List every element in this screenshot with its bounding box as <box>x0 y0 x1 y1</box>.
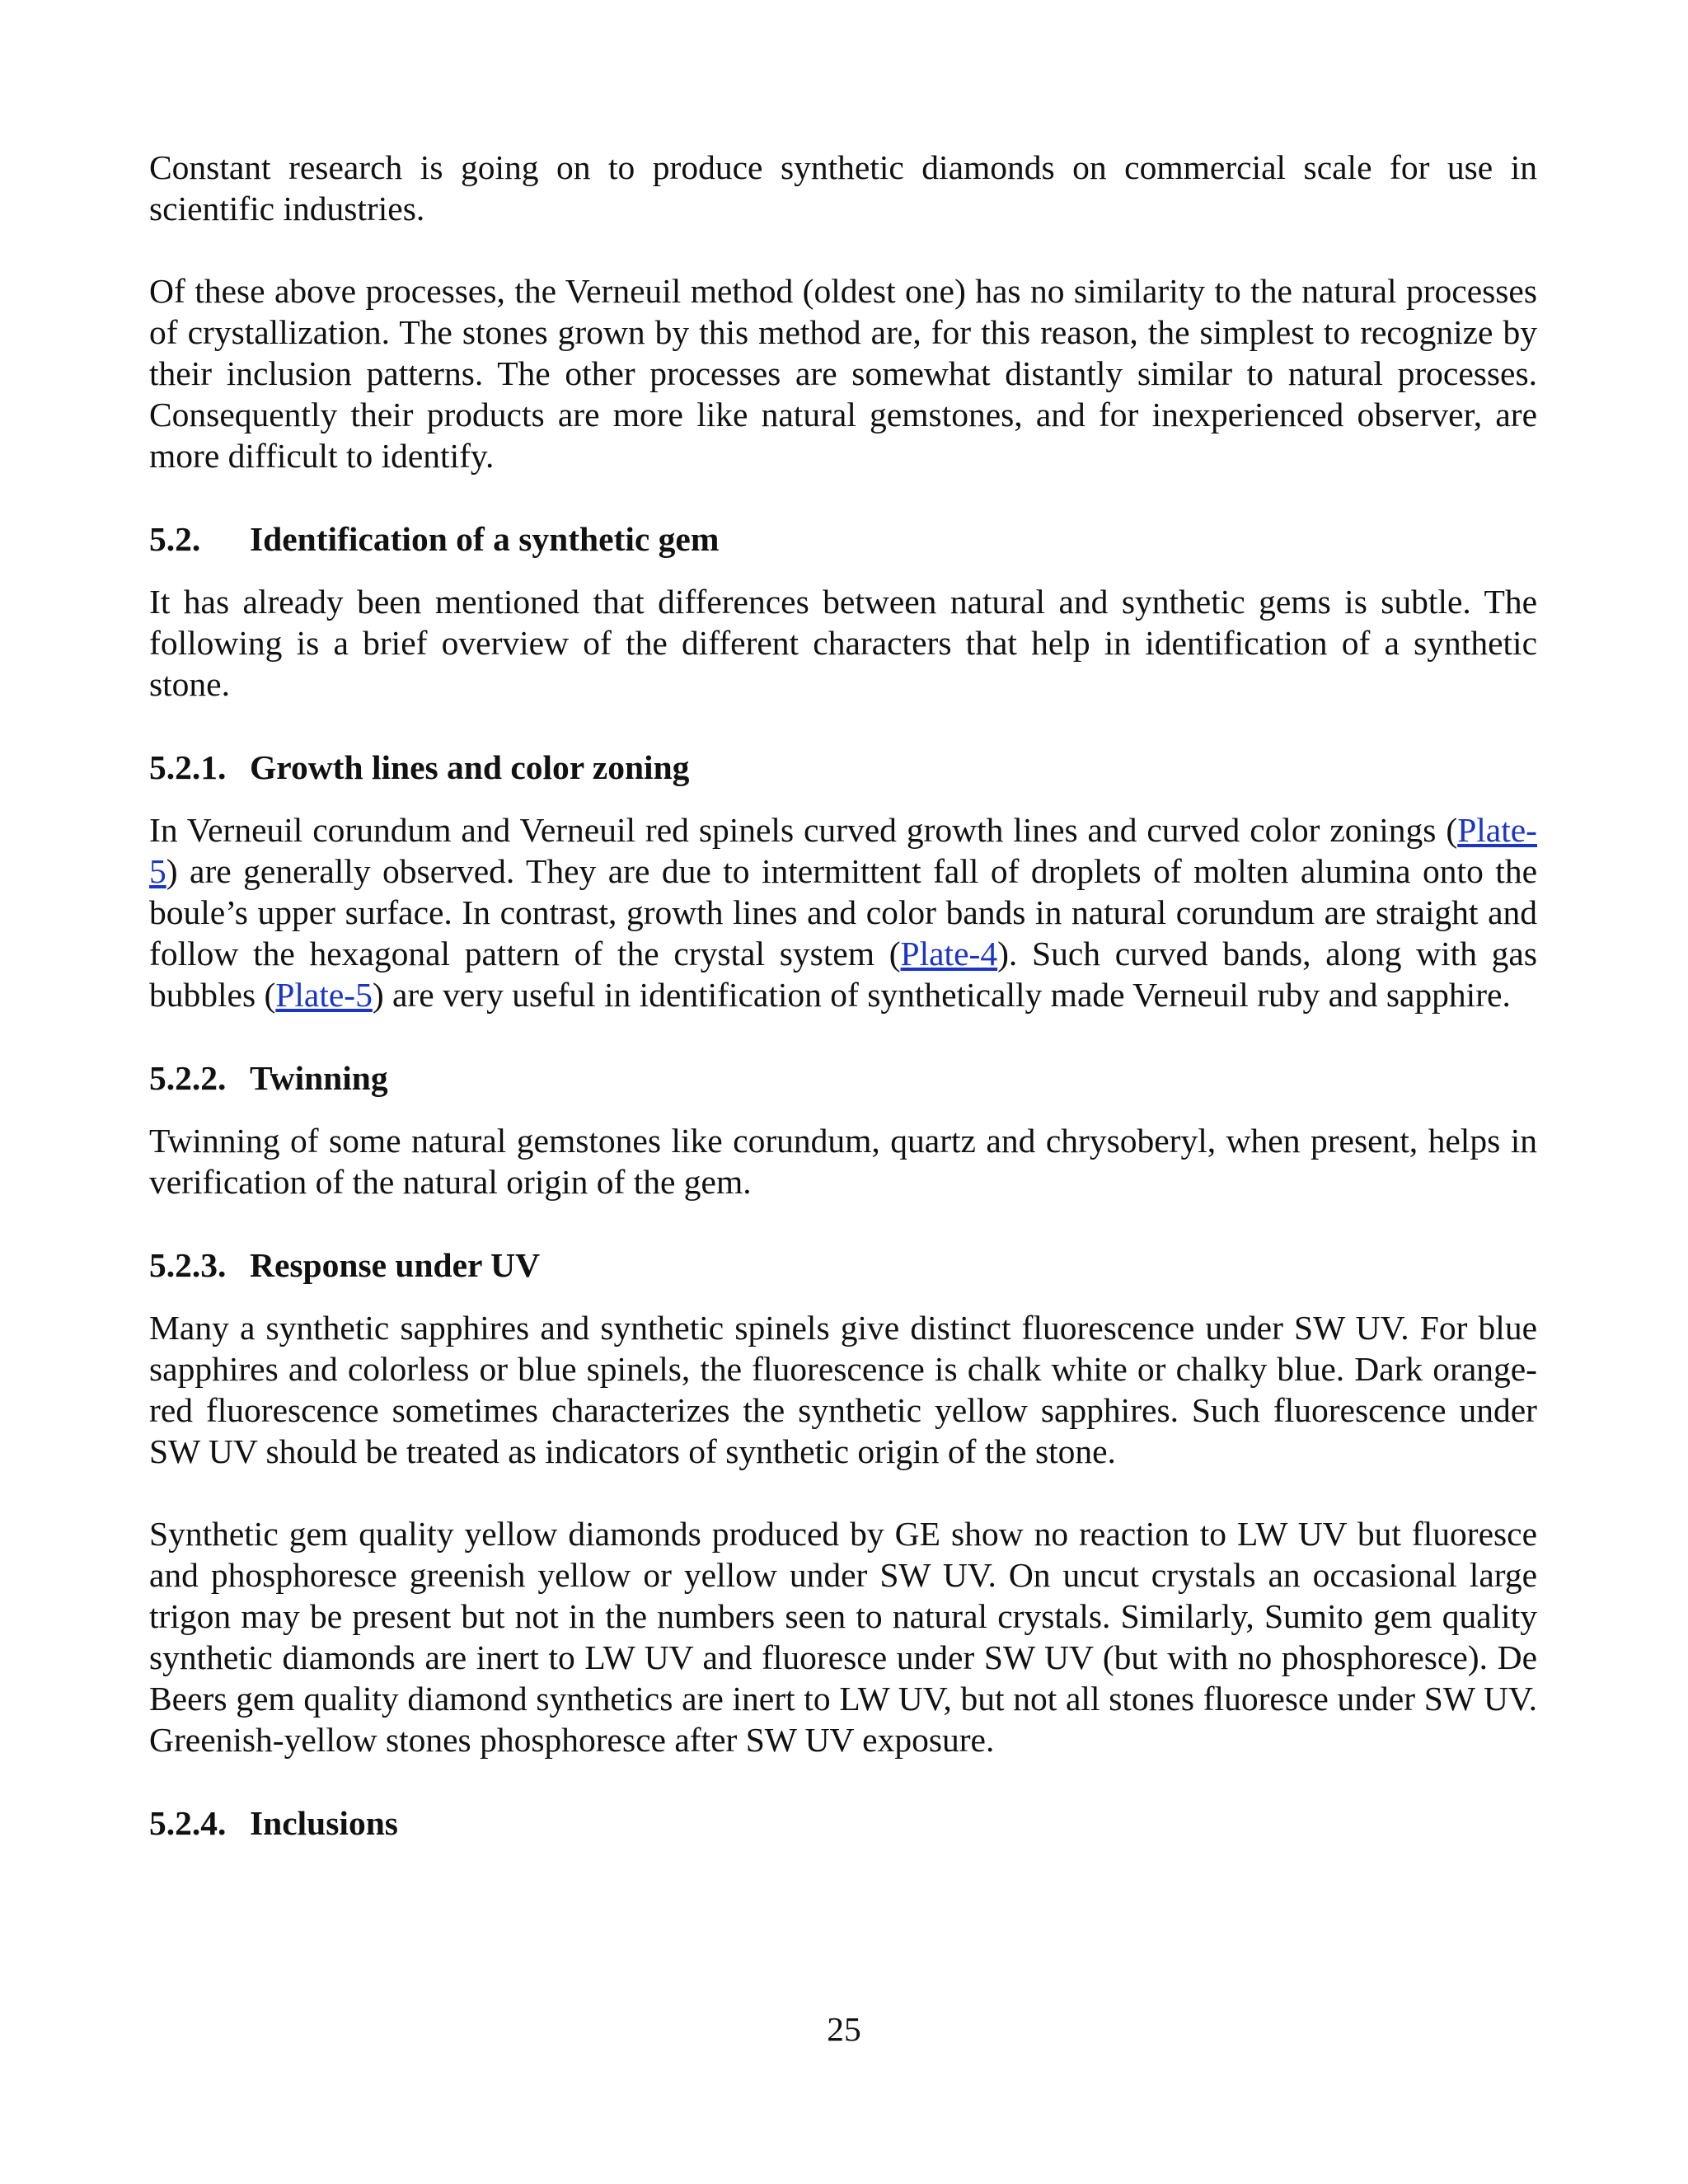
text-run: ). Such curved bands, along with gas bubbles ( <box>149 935 1537 1014</box>
section-number: 5.2.3. <box>149 1246 227 1284</box>
section-heading-5-2-3 <box>149 1244 1537 1286</box>
page-content <box>149 147 1537 1844</box>
paragraph-twinning: Twinning of some natural gemstones like corundum, quartz and chrysoberyl, when present, helps in verification of the natural origin of the gem. <box>149 1122 1537 1201</box>
section-title: Identification of a synthetic gem <box>250 520 720 558</box>
section-title: Inclusions <box>250 1804 398 1842</box>
section-heading-5-2-2 <box>149 1057 1537 1099</box>
plate-4-link[interactable]: Plate-4 <box>900 935 998 972</box>
page-number: 25 <box>827 2010 861 2048</box>
plate-5-link[interactable]: Plate-5 <box>275 976 373 1014</box>
section-number: 5.2. <box>149 520 201 558</box>
section-title: Response under UV <box>250 1246 541 1284</box>
section-number: 5.2.1. <box>149 748 227 786</box>
paragraph-uv-response: Many a synthetic sapphires and synthetic spinels give distinct fluorescence under SW UV. For blue sapphires and colorless or blue spinels, the fluorescence is chalk white or chalky blue. Dark orange-red fluorescence sometimes characterizes the synthetic yellow sapphires. Such fluorescence under SW UV should be treated as indicators of synthetic origin of the stone. <box>149 1309 1537 1470</box>
section-heading-5-2-4 <box>149 1802 1537 1844</box>
text-run: ) are very useful in identification of synthetically made Verneuil ruby and sapphire. <box>372 976 1511 1014</box>
paragraph-processes: Of these above processes, the Verneuil method (oldest one) has no similarity to the natural processes of crystallization. The stones grown by this method are, for this reason, the simplest to recognize by their inclusion patterns. The other processes are somewhat distantly similar to natural processes. Consequently their products are more like natural gemstones, and for inexperienced observer, are more difficult to identify. <box>149 272 1537 475</box>
plate-5-link[interactable]: Plate-5 <box>149 811 1537 890</box>
section-heading-5-2 <box>149 518 1537 560</box>
section-number: 5.2.4. <box>149 1804 227 1842</box>
text-run: ) are generally observed. They are due to intermittent fall of droplets of molten alumina onto the boule’s upper surface. In contrast, growth lines and color bands in natural corundum are straight and follow the hexagonal pattern of the crystal system ( <box>149 852 1537 972</box>
section-title: Growth lines and color zoning <box>250 748 690 786</box>
text-run: In Verneuil corundum and Verneuil red spinels curved growth lines and curved color zonings ( <box>149 811 1458 849</box>
paragraph-intro: Constant research is going on to produce synthetic diamonds on commercial scale for use in scientific industries. <box>149 148 1537 227</box>
paragraph-synthetic-diamonds: Synthetic gem quality yellow diamonds produced by GE show no reaction to LW UV but fluoresce and phosphoresce greenish yellow or yellow under SW UV. On uncut crystals an occasional large trigon may be present but not in the numbers seen to natural crystals. Similarly, Sumito gem quality synthetic diamonds are inert to LW UV and fluoresce under SW UV (but with no phosphoresce). De Beers gem quality diamond synthetics are inert to LW UV, but not all stones fluoresce under SW UV. Greenish-yellow stones phosphoresce after SW UV exposure. <box>149 1515 1537 1759</box>
section-heading-5-2-1 <box>149 747 1537 788</box>
section-number: 5.2.2. <box>149 1059 227 1097</box>
paragraph-identification: It has already been mentioned that differences between natural and synthetic gems is subtle. The following is a brief overview of the different characters that help in identification of a synthetic stone. <box>149 583 1537 703</box>
paragraph-growth-lines <box>149 809 1537 1015</box>
section-title: Twinning <box>250 1059 388 1097</box>
